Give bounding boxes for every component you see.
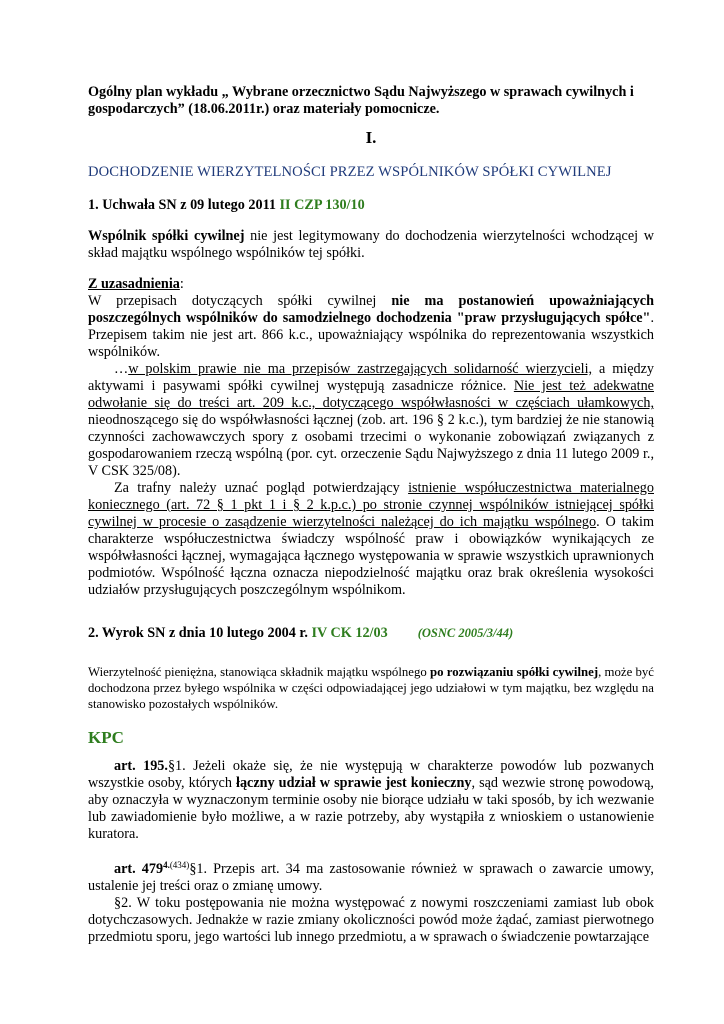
reasons-paragraph-2: …w polskim prawie nie ma przepisów zastrzegających solidarność wierzycieli, a między aktywami i pasywami spółki cywilnej występują zasadnicze różnice. Nie jest też adekwatne odwołanie się do treści art. 209 k.c., dotyczącego współwłasności w częściach ułamkowych, nieodnoszącego się do współwłasności łącznej (zob. art. 196 § 2 k.c.), tym bardziej że nie stanowią czynności zachowawczych spory z osobami trzecimi o wykonanie zobowiązań związanych z gospodarowaniem rzeczą wspólną (por. cyt. orzeczenie Sądu Najwyższego z dnia 11 lutego 2009 r., V CSK 325/08). (88, 361, 654, 479)
item1-thesis: Wspólnik spółki cywilnej nie jest legitymowany do dochodzenia wierzytelności wchodzącej w skład majątku wspólnego wspólników tej spółki. (88, 228, 654, 261)
section-number: I. (365, 128, 377, 147)
item2-heading: 2. Wyrok SN z dnia 10 lutego 2004 r. IV CK 12/03 (OSNC 2005/3/44) (88, 625, 514, 641)
art-195: art. 195.§1. Jeżeli okaże się, że nie występują w charakterze powodów lub pozwanych wszystkie osoby, których łączny udział w sprawie jest konieczny, sąd wezwie stronę powodową, aby oznaczyła w wyznaczonym terminie osoby nie biorące udziału w taki sposób, by ich wezwanie lub zawiadomienie było możliwe, a w razie potrzeby, aby wystąpiła z wnioskiem o ustanowienie kuratora. (88, 758, 654, 842)
reasons-label: Z uzasadnienia: (88, 276, 184, 292)
item2-thesis: Wierzytelność pieniężna, stanowiąca składnik majątku wspólnego po rozwiązaniu spółki cywilnej, może być dochodzona przez byłego wspólnika w części odpowiadającej jego udziałowi w tym majątku, bez względu na stanowisko pozostałych wspólników. (88, 665, 654, 711)
item2-signature: IV CK 12/03 (311, 625, 388, 641)
art-479-paragraph-1: art. $479^{4.(434)}\S 1$. Przepis art. 34 ma zastosowanie również w sprawach o zawarcie umowy, ustalenie jej treści oraz o zmianę umowy. (88, 860, 654, 894)
reasons-paragraph-3: Za trafny należy uznać pogląd potwierdzający istnienie współuczestnictwa materialnego koniecznego (art. 72 § 1 pkt 1 i § 2 k.p.c.) po stronie czynnej wspólników istniejącej spółki cywilnej w procesie o zasądzenie wierzytelności należącej do ich majątku wspólnego. O takim charakterze współuczestnictwa świadczy wspólność praw i obowiązków wynikających ze współwłasności łącznej, wymagająca łącznego występowania w sprawie wszystkich uprawnionych podmiotów. Wspólność łączna oznacza niepodzielność majątku oraz brak określenia wysokości udziałów przysługujących poszczególnym wspólnikom. (88, 480, 654, 598)
item1-heading: 1. Uchwała SN z 09 lutego 2011 II CZP 130/10 (88, 197, 365, 213)
art-479-paragraph-2: §2. W toku postępowania nie można występować z nowymi roszczeniami zamiast lub obok dotychczasowych. Jednakże w razie zmiany okoliczności powód może żądać, zamiast pierwotnego przedmiotu sporu, jego wartości lub innego przedmiotu, a w sprawach o świadczenie powtarzające (88, 895, 654, 945)
reasons-paragraph-1: W przepisach dotyczących spółki cywilnej nie ma postanowień upoważniających poszczególnych wspólników do samodzielnego dochodzenia "praw przysługujących spółce". Przepisem takim nie jest art. 866 k.c., upoważniający wspólnika do reprezentowania wszystkich wspólników. (88, 293, 654, 360)
document-page (88, 84, 654, 946)
kpc-heading: KPC (88, 728, 124, 747)
section-title: DOCHODZENIE WIERZYTELNOŚCI PRZEZ WSPÓLNIKÓW SPÓŁKI CYWILNEJ (88, 164, 612, 180)
item2-publication: (OSNC 2005/3/44) (417, 626, 514, 640)
item1-signature: II CZP 130/10 (279, 197, 365, 213)
document-title: Ogólny plan wykładu „ Wybrane orzecznictwo Sądu Najwyższego w sprawach cywilnych i gospodarczych” (18.06.2011r.) oraz materiały pomocnicze. (88, 84, 634, 117)
